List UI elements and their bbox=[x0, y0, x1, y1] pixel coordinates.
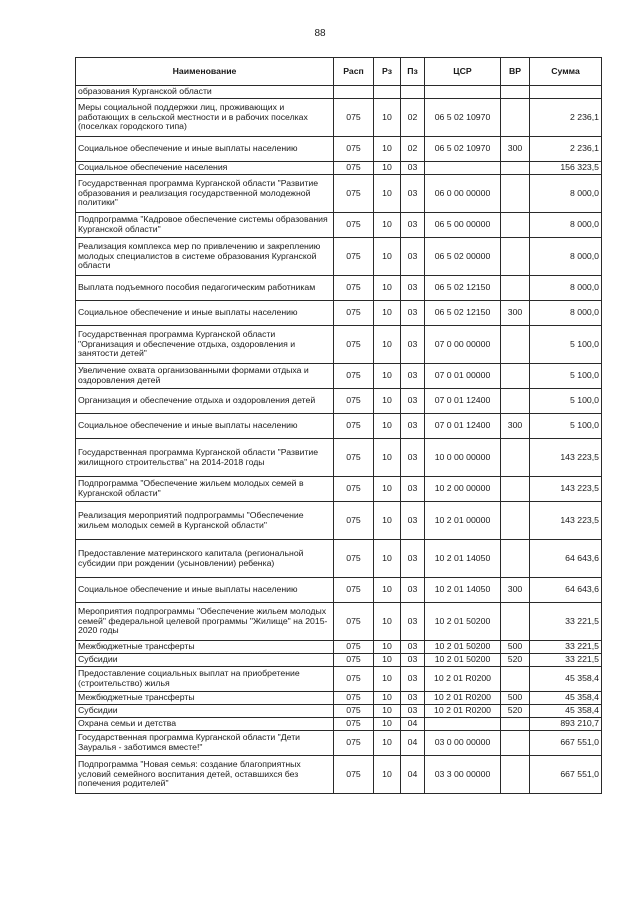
row-pz: 03 bbox=[401, 389, 425, 414]
row-pz: 03 bbox=[401, 414, 425, 439]
row-name: Меры социальной поддержки лиц, проживающих и работающих в сельской местности и в рабочих поселках (поселках городского типа) bbox=[76, 99, 334, 137]
row-rasp: 075 bbox=[334, 692, 374, 705]
row-name: Предоставление социальных выплат на приобретение (строительство) жилья bbox=[76, 667, 334, 692]
header-rz: Рз bbox=[374, 58, 401, 86]
row-rasp: 075 bbox=[334, 731, 374, 756]
row-sum: 45 358,4 bbox=[530, 705, 602, 718]
row-csr: 06 5 02 10970 bbox=[425, 99, 501, 137]
row-name: Социальное обеспечение и иные выплаты населению bbox=[76, 578, 334, 603]
row-rz: 10 bbox=[374, 477, 401, 502]
table-row bbox=[76, 414, 602, 439]
row-sum: 64 643,6 bbox=[530, 578, 602, 603]
row-csr: 10 2 01 50200 bbox=[425, 603, 501, 641]
row-rz: 10 bbox=[374, 502, 401, 540]
row-sum bbox=[530, 86, 602, 99]
row-vr bbox=[501, 213, 530, 238]
row-vr bbox=[501, 162, 530, 175]
row-pz: 03 bbox=[401, 364, 425, 389]
row-vr bbox=[501, 540, 530, 578]
row-rasp: 075 bbox=[334, 137, 374, 162]
row-csr: 10 2 01 R0200 bbox=[425, 692, 501, 705]
row-rasp: 075 bbox=[334, 175, 374, 213]
row-sum: 45 358,4 bbox=[530, 667, 602, 692]
table-row bbox=[76, 718, 602, 731]
row-sum: 8 000,0 bbox=[530, 301, 602, 326]
table-row bbox=[76, 137, 602, 162]
row-sum: 64 643,6 bbox=[530, 540, 602, 578]
row-pz: 04 bbox=[401, 718, 425, 731]
row-name: Охрана семьи и детства bbox=[76, 718, 334, 731]
row-vr bbox=[501, 389, 530, 414]
row-vr bbox=[501, 477, 530, 502]
row-sum: 8 000,0 bbox=[530, 238, 602, 276]
row-rz: 10 bbox=[374, 654, 401, 667]
budget-table bbox=[75, 57, 602, 794]
table-row bbox=[76, 641, 602, 654]
row-rasp: 075 bbox=[334, 578, 374, 603]
row-rasp: 075 bbox=[334, 756, 374, 794]
table-row bbox=[76, 162, 602, 175]
header-sum: Сумма bbox=[530, 58, 602, 86]
row-sum: 156 323,5 bbox=[530, 162, 602, 175]
row-pz: 03 bbox=[401, 326, 425, 364]
row-rz: 10 bbox=[374, 175, 401, 213]
row-pz: 03 bbox=[401, 301, 425, 326]
table-row bbox=[76, 175, 602, 213]
table-row bbox=[76, 276, 602, 301]
row-rz: 10 bbox=[374, 301, 401, 326]
table-row bbox=[76, 99, 602, 137]
row-pz: 03 bbox=[401, 502, 425, 540]
row-rz: 10 bbox=[374, 137, 401, 162]
table-row bbox=[76, 654, 602, 667]
row-vr bbox=[501, 364, 530, 389]
row-vr bbox=[501, 276, 530, 301]
row-sum: 33 221,5 bbox=[530, 641, 602, 654]
row-rz: 10 bbox=[374, 276, 401, 301]
row-sum: 5 100,0 bbox=[530, 389, 602, 414]
row-csr: 06 0 00 00000 bbox=[425, 175, 501, 213]
row-vr: 520 bbox=[501, 705, 530, 718]
row-rz: 10 bbox=[374, 238, 401, 276]
row-name: Подпрограмма "Обеспечение жильем молодых семей в Курганской области" bbox=[76, 477, 334, 502]
row-rasp: 075 bbox=[334, 162, 374, 175]
row-vr: 300 bbox=[501, 301, 530, 326]
row-rasp: 075 bbox=[334, 718, 374, 731]
row-csr: 10 2 01 14050 bbox=[425, 540, 501, 578]
row-name: Реализация мероприятий подпрограммы "Обеспечение жильем молодых семей в Курганской области" bbox=[76, 502, 334, 540]
row-csr: 06 5 02 12150 bbox=[425, 301, 501, 326]
header-vr: ВР bbox=[501, 58, 530, 86]
row-sum: 2 236,1 bbox=[530, 137, 602, 162]
row-csr: 07 0 01 12400 bbox=[425, 389, 501, 414]
table-row bbox=[76, 439, 602, 477]
row-vr bbox=[501, 718, 530, 731]
table-row bbox=[76, 86, 602, 99]
row-sum: 143 223,5 bbox=[530, 502, 602, 540]
row-rz: 10 bbox=[374, 718, 401, 731]
row-vr: 520 bbox=[501, 654, 530, 667]
row-sum: 33 221,5 bbox=[530, 603, 602, 641]
row-rasp: 075 bbox=[334, 414, 374, 439]
row-rz: 10 bbox=[374, 540, 401, 578]
row-name: Субсидии bbox=[76, 705, 334, 718]
row-csr: 10 2 00 00000 bbox=[425, 477, 501, 502]
row-vr bbox=[501, 603, 530, 641]
row-name: Организация и обеспечение отдыха и оздоровления детей bbox=[76, 389, 334, 414]
table-row bbox=[76, 502, 602, 540]
row-sum: 8 000,0 bbox=[530, 213, 602, 238]
header-rasp: Расп bbox=[334, 58, 374, 86]
row-csr: 10 2 01 R0200 bbox=[425, 667, 501, 692]
row-pz bbox=[401, 86, 425, 99]
table-row bbox=[76, 705, 602, 718]
row-name: Социальное обеспечение и иные выплаты населению bbox=[76, 301, 334, 326]
row-rz: 10 bbox=[374, 641, 401, 654]
row-pz: 03 bbox=[401, 439, 425, 477]
row-csr: 10 2 01 00000 bbox=[425, 502, 501, 540]
row-rasp: 075 bbox=[334, 238, 374, 276]
row-name: Государственная программа Курганской области "Организация и обеспечение отдыха, оздоровления и занятости детей" bbox=[76, 326, 334, 364]
row-sum: 5 100,0 bbox=[530, 364, 602, 389]
table-row bbox=[76, 301, 602, 326]
row-sum: 33 221,5 bbox=[530, 654, 602, 667]
row-pz: 03 bbox=[401, 213, 425, 238]
row-pz: 03 bbox=[401, 238, 425, 276]
row-pz: 03 bbox=[401, 276, 425, 301]
row-sum: 45 358,4 bbox=[530, 692, 602, 705]
row-pz: 03 bbox=[401, 667, 425, 692]
row-pz: 03 bbox=[401, 705, 425, 718]
row-csr: 06 5 00 00000 bbox=[425, 213, 501, 238]
table-row bbox=[76, 540, 602, 578]
table-row bbox=[76, 477, 602, 502]
row-csr: 06 5 02 10970 bbox=[425, 137, 501, 162]
row-rz bbox=[374, 86, 401, 99]
header-name: Наименование bbox=[76, 58, 334, 86]
row-name: Подпрограмма "Кадровое обеспечение системы образования Курганской области" bbox=[76, 213, 334, 238]
row-rz: 10 bbox=[374, 731, 401, 756]
row-rasp: 075 bbox=[334, 502, 374, 540]
row-pz: 03 bbox=[401, 654, 425, 667]
row-csr: 10 2 01 50200 bbox=[425, 654, 501, 667]
row-csr: 06 5 02 12150 bbox=[425, 276, 501, 301]
row-name: Социальное обеспечение и иные выплаты населению bbox=[76, 414, 334, 439]
row-name: Государственная программа Курганской области "Дети Зауралья - заботимся вместе!" bbox=[76, 731, 334, 756]
row-rz: 10 bbox=[374, 578, 401, 603]
row-sum: 143 223,5 bbox=[530, 477, 602, 502]
row-csr bbox=[425, 86, 501, 99]
row-pz: 02 bbox=[401, 137, 425, 162]
row-rz: 10 bbox=[374, 213, 401, 238]
row-vr: 300 bbox=[501, 137, 530, 162]
table-row bbox=[76, 326, 602, 364]
row-vr bbox=[501, 756, 530, 794]
header-csr: ЦСР bbox=[425, 58, 501, 86]
row-pz: 04 bbox=[401, 731, 425, 756]
row-pz: 03 bbox=[401, 175, 425, 213]
row-name: Увеличение охвата организованными формами отдыха и оздоровления детей bbox=[76, 364, 334, 389]
row-pz: 03 bbox=[401, 692, 425, 705]
row-csr: 10 0 00 00000 bbox=[425, 439, 501, 477]
row-name: Мероприятия подпрограммы "Обеспечение жильем молодых семей" федеральной целевой программы "Жилище" на 2015-2020 годы bbox=[76, 603, 334, 641]
row-pz: 03 bbox=[401, 477, 425, 502]
row-csr: 03 0 00 00000 bbox=[425, 731, 501, 756]
table-row bbox=[76, 731, 602, 756]
header-row bbox=[76, 58, 602, 86]
page-number: 88 bbox=[314, 28, 326, 39]
table-row bbox=[76, 578, 602, 603]
row-csr: 06 5 02 00000 bbox=[425, 238, 501, 276]
row-sum: 143 223,5 bbox=[530, 439, 602, 477]
row-rasp: 075 bbox=[334, 667, 374, 692]
row-csr: 07 0 00 00000 bbox=[425, 326, 501, 364]
row-rasp: 075 bbox=[334, 276, 374, 301]
row-csr bbox=[425, 162, 501, 175]
row-name: Социальное обеспечение населения bbox=[76, 162, 334, 175]
table-row bbox=[76, 213, 602, 238]
table-row bbox=[76, 238, 602, 276]
row-vr: 300 bbox=[501, 414, 530, 439]
row-rasp: 075 bbox=[334, 389, 374, 414]
row-rz: 10 bbox=[374, 162, 401, 175]
row-rz: 10 bbox=[374, 439, 401, 477]
row-csr: 10 2 01 R0200 bbox=[425, 705, 501, 718]
row-csr bbox=[425, 718, 501, 731]
row-sum: 5 100,0 bbox=[530, 326, 602, 364]
row-rasp: 075 bbox=[334, 641, 374, 654]
row-rz: 10 bbox=[374, 692, 401, 705]
table-row bbox=[76, 756, 602, 794]
row-pz: 03 bbox=[401, 162, 425, 175]
row-sum: 2 236,1 bbox=[530, 99, 602, 137]
row-rz: 10 bbox=[374, 364, 401, 389]
row-vr bbox=[501, 326, 530, 364]
row-sum: 5 100,0 bbox=[530, 414, 602, 439]
table-row bbox=[76, 364, 602, 389]
table-row bbox=[76, 603, 602, 641]
row-name: Подпрограмма "Новая семья: создание благоприятных условий семейного воспитания детей, оставшихся без попечения родителей" bbox=[76, 756, 334, 794]
row-name: образования Курганской области bbox=[76, 86, 334, 99]
row-name: Государственная программа Курганской области "Развитие образования и реализация государственной молодежной политики" bbox=[76, 175, 334, 213]
row-sum: 8 000,0 bbox=[530, 276, 602, 301]
row-pz: 04 bbox=[401, 756, 425, 794]
row-sum: 8 000,0 bbox=[530, 175, 602, 213]
row-vr bbox=[501, 86, 530, 99]
row-name: Социальное обеспечение и иные выплаты населению bbox=[76, 137, 334, 162]
row-rasp bbox=[334, 86, 374, 99]
row-vr bbox=[501, 439, 530, 477]
row-csr: 10 2 01 14050 bbox=[425, 578, 501, 603]
row-csr: 07 0 01 12400 bbox=[425, 414, 501, 439]
table-row bbox=[76, 667, 602, 692]
row-rasp: 075 bbox=[334, 364, 374, 389]
row-rz: 10 bbox=[374, 389, 401, 414]
row-name: Государственная программа Курганской области "Развитие жилищного строительства" на 2014-2018 годы bbox=[76, 439, 334, 477]
row-rasp: 075 bbox=[334, 439, 374, 477]
row-rz: 10 bbox=[374, 705, 401, 718]
row-vr bbox=[501, 175, 530, 213]
row-rasp: 075 bbox=[334, 654, 374, 667]
table-row bbox=[76, 692, 602, 705]
row-vr bbox=[501, 99, 530, 137]
row-rasp: 075 bbox=[334, 301, 374, 326]
row-csr: 10 2 01 50200 bbox=[425, 641, 501, 654]
row-vr bbox=[501, 731, 530, 756]
row-vr: 500 bbox=[501, 692, 530, 705]
row-pz: 03 bbox=[401, 603, 425, 641]
row-pz: 02 bbox=[401, 99, 425, 137]
row-rz: 10 bbox=[374, 326, 401, 364]
header-pz: Пз bbox=[401, 58, 425, 86]
row-rz: 10 bbox=[374, 756, 401, 794]
row-rz: 10 bbox=[374, 667, 401, 692]
row-rasp: 075 bbox=[334, 705, 374, 718]
row-rz: 10 bbox=[374, 603, 401, 641]
row-name: Предоставление материнского капитала (региональной субсидии при рождении (усыновлении) ребенка) bbox=[76, 540, 334, 578]
row-sum: 893 210,7 bbox=[530, 718, 602, 731]
row-name: Межбюджетные трансферты bbox=[76, 692, 334, 705]
row-name: Выплата подъемного пособия педагогическим работникам bbox=[76, 276, 334, 301]
row-sum: 667 551,0 bbox=[530, 756, 602, 794]
row-rasp: 075 bbox=[334, 603, 374, 641]
row-rasp: 075 bbox=[334, 99, 374, 137]
row-vr: 500 bbox=[501, 641, 530, 654]
table-row bbox=[76, 389, 602, 414]
row-rasp: 075 bbox=[334, 477, 374, 502]
row-pz: 03 bbox=[401, 578, 425, 603]
row-csr: 03 3 00 00000 bbox=[425, 756, 501, 794]
row-rasp: 075 bbox=[334, 213, 374, 238]
row-vr bbox=[501, 238, 530, 276]
row-rz: 10 bbox=[374, 414, 401, 439]
row-rasp: 075 bbox=[334, 326, 374, 364]
row-pz: 03 bbox=[401, 540, 425, 578]
row-name: Межбюджетные трансферты bbox=[76, 641, 334, 654]
row-pz: 03 bbox=[401, 641, 425, 654]
row-vr: 300 bbox=[501, 578, 530, 603]
row-rz: 10 bbox=[374, 99, 401, 137]
row-csr: 07 0 01 00000 bbox=[425, 364, 501, 389]
row-sum: 667 551,0 bbox=[530, 731, 602, 756]
row-rasp: 075 bbox=[334, 540, 374, 578]
row-vr bbox=[501, 667, 530, 692]
row-vr bbox=[501, 502, 530, 540]
row-name: Реализация комплекса мер по привлечению и закреплению молодых специалистов в системе образования Курганской области bbox=[76, 238, 334, 276]
row-name: Субсидии bbox=[76, 654, 334, 667]
